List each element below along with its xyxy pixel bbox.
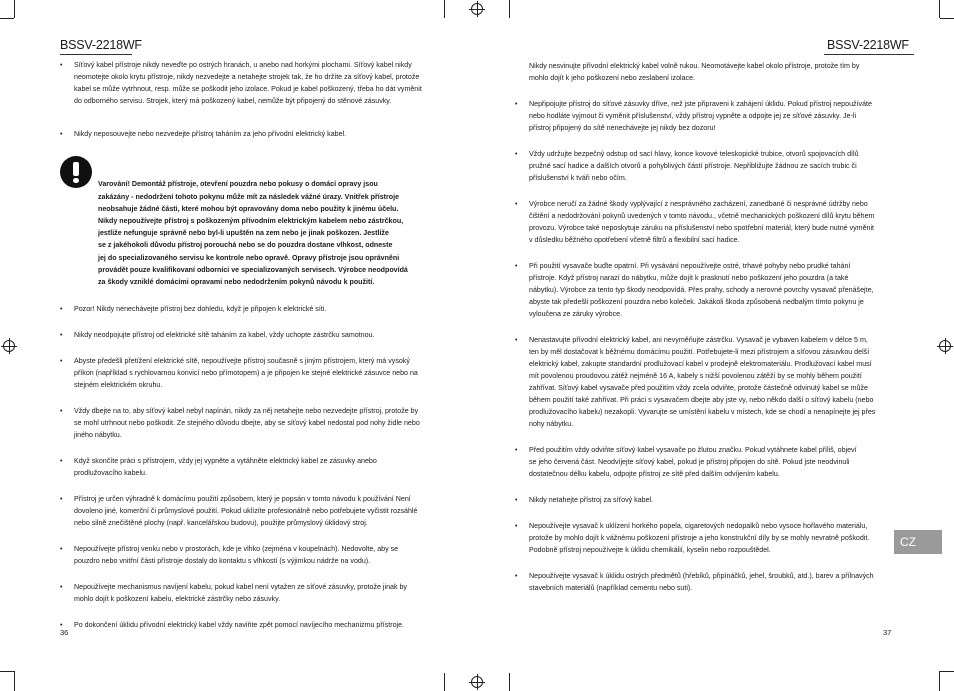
list-item: • Když skončíte práci s přístrojem, vždy jej vypněte a vytáhněte elektrický kabel ze zásuvky anebo prodlužovacího kabelu. <box>60 455 445 479</box>
language-tab: CZ <box>894 530 942 554</box>
list-item: • Výrobce neručí za žádné škody vyplývající z nesprávného zacházení, zanedbané či nesprávné údržby nebo čištění a nedodržování pokynů uvedených v tomto návodu., včetně mechanických poškození dílů krytu během provozu. Výrobce také neposkytuje záruku na příslušenství nebo spotřební materiál, který bude nutné vyměnit v důsledku běžného opotřebení včetně filtrů a flexibilní sací hadice. <box>515 198 895 246</box>
intro-paragraph: Nikdy nesvinujte přívodní elektrický kabel volně rukou. Neomotávejte kabel okolo přístroje, protože tím by mohlo dojít k jeho poškození nebo zeslabení izolace. <box>529 62 860 82</box>
list-item: • Nepoužívejte vysavač k úklidu ostrých předmětů (hřebíků, připínáčků, jehel, šroubků, atd.), barev a přílnavých stavebních materiálů (například cementu nebo suti). <box>515 570 895 594</box>
right-text-column <box>515 60 895 594</box>
list-item: • Při použití vysavače buďte opatrní. Při vysávání nepoužívejte ostré, trhavé pohyby nebo prudké tahání přístroje. Když přístroj narazí do nábytku, může dojít k prasknutí nebo poškození jeho pouzdra (a také nábytku). Výrobce za tento typ škody neodpovídá. Přes prahy, schody a nerovné povrchy vysavač přenášejte, abyste tak předešli poškození pouzdra nebo koleček. Jakákoli škoda způsobená nedbalým tímto pokynu je vyloučena ze záruky výrobce. <box>515 260 895 320</box>
list-item: • Nikdy neodpojujte přístroj od elektrické sítě taháním za kabel, vždy uchopte zástrčku samotnou. <box>60 329 445 341</box>
list-item: • Vždy udržujte bezpečný odstup od sací hlavy, konce kovové teleskopické trubice, otvorů spojovacích dílů pružné sací hadice a dalších otvorů a pohyblivých částí přístroje. Nepřibližujte žádnou ze sacích trubic či příslušenství k tváři nebo očím. <box>515 148 895 184</box>
list-item: • Před použitím vždy odviňte síťový kabel vysavače po žlutou značku. Pokud vytáhnete kabel příliš, objeví se jeho červená část. Neodvíjejte síťový kabel, pokud je přístroj připojen do sítě. Pokud jste neodvinuli dostatečnou délku kabelu, odpojte přístroj ze sítě před dalším odvíjením kabelu. <box>515 444 895 480</box>
warning-text: Varování! Demontáž přístroje, otevření pouzdra nebo pokusy o domácí opravy jsou zakázány - nedodržení tohoto pokynu může mít za následek vážné úrazy. Vnitřek přístroje neobsahuje žádné části, které mohou být opravovány doma nebo použity k jinému účelu. Nikdy nepoužívejte přístroj s poškozeným přívodním elektrickým kabelem nebo zástrčkou, jestliže nefunguje správně nebo byl-li upuštěn na zem nebo je jinak poškozen. Jestliže se z jakéhokoli důvodu přístroj porouchá nebo se do pouzdra dostane vlhkost, odneste jej do specializovaného servisu ke kontrole nebo opravě. Opravy přístroje jsou oprávněni provádět pouze kvalifikovaní odborníci ve specializovaných servisech. Výrobce neodpovídá za škody vzniklé domácími opravami nebo nedodržením pokynů návodu k použití. <box>98 180 408 287</box>
list-item: • Nikdy netahejte přístroj za síťový kabel. <box>515 494 895 506</box>
model-name: BSSV-2218WF <box>60 38 142 52</box>
model-name: BSSV-2218WF <box>827 38 909 52</box>
list-item: • Nepřipojujte přístroj do síťové zásuvky dříve, než jste připraveni k zahájení úklidu. Pokud přístroj nepoužíváte nebo hodláte vyjmout či vyměnit příslušenství, vždy přístroj vypněte a odpojte jej ze síťové zásuvky. Je-li přístroj připojený do sítě nenechávejte jej nikdy bez dozoru! <box>515 98 895 134</box>
list-item: • Nikdy neposouvejte nebo nezvedejte přístroj taháním za jeho přívodní elektrický kabel. <box>60 128 445 140</box>
list-item: • Nenastavujte přívodní elektrický kabel, ani nevyměňujte zástrčku. Vysavač je vybaven kabelem v délce 5 m, ten by měl dostačovat k běžnému domácímu použití. Potřebujete-li mezi přístrojem a síťovou zásuvkou delší elektrický kabel, zakupte standardní prodlužovací kabel v prodejně elektromateriálu. Prodlužovací kabel musí mít povolenou proudovou zátěž nejméně 16 A, kabely s nižší povolenou zátěží by se mohly během použití zahřívat. Síťový kabel vysavače před použitím vždy zcela odviňte, protože částečně odvinutý kabel se může během použití také zahřívat. Při práci s vysavačem dbejte aby jste vy, nebo někdo další o síťový kabelu (nebo prodlužovacího kabelu) nezakopli. Vyvarujte se umístění kabelu v místech, kde se chodí a nenapínejte jej přes nohy nábytku. <box>515 334 895 430</box>
list-item: • Pozor! Nikdy nenechávejte přístroj bez dohledu, když je připojen k elektrické síti. <box>60 303 445 315</box>
list-item: • Abyste předešli přetížení elektrické sítě, nepoužívejte přístroj současně s jiným přístrojem, který má vysoký příkon (například s rychlovarnou konvicí nebo přímotopem) a je připojen ke stejné elektrické zásuvce nebo na stejném elektrickém okruhu. <box>60 355 445 391</box>
page-number: 37 <box>883 628 892 637</box>
exclamation-icon <box>60 156 92 188</box>
right-page <box>477 0 954 691</box>
list-item: • Síťový kabel přístroje nikdy neveďte po ostrých hranách, u anebo nad horkými plochami. Síťový kabel nikdy neomotejte okolo krytu přístroje, nikdy nezvedejte a netahejte strojek tak, že ho držíte za síťový kabel, protože kabel se může vytrhnout, resp. může se poškodit jeho izolace. Pokud je kabel poškozený, třeba ho dát vyměnit do odborného servisu. Strojek, který má poškozený kabel, nemůže být připojený do stěnové zásuvky. <box>60 59 445 107</box>
list-item: • Vždy dbejte na to, aby síťový kabel nebyl napínán, nikdy za něj netahejte nebo nezvedejte přístroj, protože by se mohl utrhnout nebo poškodit. Ze stejného důvodu dbejte, aby se síťový kabel nedostal pod nohy židle nebo jiného nábytku. <box>60 405 445 441</box>
list-item: • Nepoužívejte vysavač k uklízení horkého popela, cigaretových nedopalků nebo vysoce hořlavého materiálu, protože by mohlo dojít k vážnému poškození přístroje a jeho konstrukční díly by se mohly nevratně poškodit. Podobně přístroj nepoužívejte k úklidu chemikálií, kyselin nebo rozpouštědel. <box>515 520 895 556</box>
list-item: • Po dokončení úklidu přívodní elektrický kabel vždy naviňte zpět pomocí navíjecího mechanizmu přístroje. <box>60 619 445 631</box>
list-item: • Nepoužívejte přístroj venku nebo v prostorách, kde je vlhko (zejména v koupelnách). Nedovolte, aby se pouzdro nebo vnitřní části přístroje dostaly do kontaktu s vlhkostí (s výjimkou nádrže na vodu). <box>60 543 445 567</box>
model-underline <box>824 54 914 55</box>
page-number: 36 <box>60 628 69 637</box>
warning-block <box>60 154 445 288</box>
list-item: • Přístroj je určen výhradně k domácímu použití způsobem, který je popsán v tomto návodu k používání Není dovoleno jiné, komerční či průmyslové použití. Pokud uklízíte profesionálně nebo potřebujete vyčistit rozsáhlé nebo silně znečištěné plochy (např. kancelářskou budovu), použijte průmyslový úklidový stroj. <box>60 493 445 529</box>
model-underline <box>60 54 132 55</box>
left-text-column <box>60 59 445 631</box>
list-item: • Nepoužívejte mechanismus navíjení kabelu, pokud kabel není vytažen ze síťové zásuvky, protože jinak by mohlo dojít k poškození kabelu, elektrické zástrčky nebo zásuvky. <box>60 581 445 605</box>
